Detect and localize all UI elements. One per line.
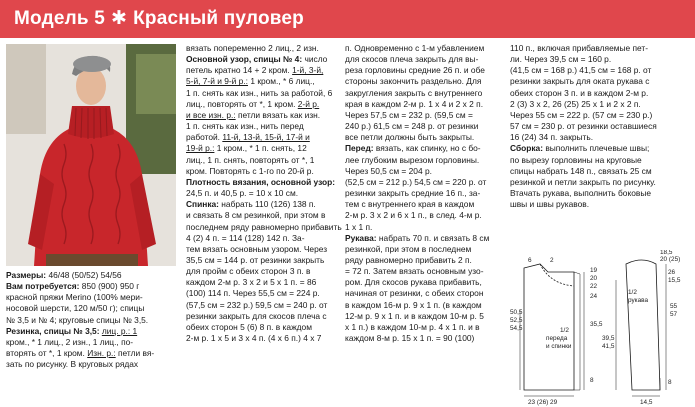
- schema-dim: 19: [590, 267, 598, 274]
- row-name: 11-й, 13-й, 15-й, 17-й и: [222, 132, 310, 143]
- text-line: резинки закрыть средние 16 п., за-: [345, 188, 481, 199]
- text-line: 2 (3) 3 х 2, 26 (25) 25 х 1 и 2 х 2 п.: [510, 98, 641, 109]
- text-line: тем с внутреннего края в каждом: [345, 199, 475, 210]
- schema-dim: 41,5: [602, 343, 615, 350]
- schema-body-label-2: переда: [546, 335, 568, 342]
- text-line: (100) 114 п. Через 55,5 см = 224 р.: [186, 288, 320, 299]
- text-line: резинки закрыть для скосов плеча с: [186, 310, 327, 321]
- density-value: 24,5 п. и 40,5 р. = 10 х 10 см.: [186, 188, 299, 199]
- assembly-label: Сборка:: [510, 143, 543, 154]
- text-line: 240 р.) 61,5 см = 248 р. от резинки: [345, 121, 479, 132]
- text-line: п. Одновременно с 1-м убавлением: [345, 43, 485, 53]
- text-line: начиная от резинки, с обеих сторон: [345, 288, 484, 299]
- text-line: Через 55 см = 222 р. (57 см = 230 р.): [510, 109, 653, 120]
- pattern-schematic: [510, 250, 695, 407]
- schema-sleeve-label-2: рукава: [628, 297, 649, 304]
- row-name: 2-й р.: [297, 98, 320, 109]
- text-line: [186, 110, 342, 121]
- main-pattern-label: Основной узор, спицы № 4:: [186, 54, 303, 65]
- text-line: красной пряжи Merino (100% мери-: [6, 292, 143, 303]
- text-line: (52,5 см = 212 р.) 54,5 см = 220 р. от: [345, 176, 487, 187]
- neckline-dashed: [540, 264, 574, 286]
- text-line: лее глубоким вырезом горловины.: [345, 154, 480, 165]
- schema-dim: 22: [590, 283, 598, 290]
- text-line: [186, 132, 342, 143]
- row-name: и все изн. р.:: [186, 109, 236, 120]
- text-line: лиц., 1 п. снять, повторять от *, 1: [186, 154, 315, 165]
- schema-dim: 8: [668, 379, 672, 386]
- back-line: [186, 199, 342, 210]
- sizes-line: [6, 270, 154, 281]
- text-line: спицы набрать 148 п., связать 25 см: [510, 165, 652, 176]
- title-banner: [0, 0, 695, 38]
- text-span: петли вя-: [118, 348, 155, 359]
- text-line: = 72 п. Затем вязать основным узо-: [345, 266, 484, 277]
- column-2: [186, 43, 342, 344]
- row-name: 5-й, 7-й и 9-й р.:: [186, 76, 248, 87]
- text-line: [186, 65, 342, 76]
- model-photo: [6, 44, 176, 266]
- sleeve-outline: [626, 260, 660, 390]
- text-line: 1 х 1 п.: [345, 221, 373, 232]
- schema-dim: 39,5: [602, 335, 615, 342]
- rib-row-name: лиц. р.: 1: [101, 325, 138, 336]
- text-line: 1 п. снять как изн., нить перед: [186, 121, 304, 132]
- page-title: [14, 7, 304, 30]
- text-line: 4 (2) 4 п. = 114 (128) 142 п. За-: [186, 232, 305, 243]
- schema-dim: 20 (25): [660, 256, 681, 263]
- schema-dim: 20: [590, 275, 598, 282]
- text-span: лиц., повторять от *, 1 кром.: [186, 98, 296, 109]
- text-line: для пройм с обеих сторон 3 п. в: [186, 266, 311, 277]
- assembly-line: [510, 143, 657, 154]
- text-line: [6, 348, 154, 359]
- text-line: [186, 99, 342, 110]
- text-span: набрать 110 (126) 138 п.: [221, 199, 316, 210]
- text-line: резинкой и петли закрыть по рисунку.: [510, 176, 656, 187]
- rib-label: Резинка, спицы № 3,5:: [6, 325, 100, 336]
- text-line: резинкой, при этом в последнем: [345, 243, 472, 254]
- text-line: и связать 8 см резинкой, при этом в: [186, 210, 326, 221]
- row-name: 1-й, 3-й,: [292, 65, 324, 76]
- text-line: 16 (24) 34 п. закрыть.: [510, 132, 594, 143]
- text-line: в каждом 16-м р. 9 х 1 п. (в каждом: [345, 299, 482, 310]
- schema-dim: 54,5: [510, 325, 523, 332]
- sleeve-line: [345, 233, 489, 244]
- front-label: Перед:: [345, 143, 374, 154]
- text-line: последнем ряду равномерно прибавить: [186, 221, 342, 232]
- text-line: кром., * 1 лиц., 2 изн., 1 лиц., по-: [6, 336, 134, 347]
- text-line: зать по рисунку. В круговых рядах: [6, 359, 139, 370]
- text-span: работой.: [186, 132, 220, 143]
- schema-dim: 52,5: [510, 317, 523, 324]
- schema-dim: 24: [590, 293, 598, 300]
- column-3: [345, 43, 489, 344]
- text-span: вторять от *, 1 кром.: [6, 348, 85, 359]
- text-line: 57 см = 230 р. от резинки оставшиеся: [510, 121, 657, 132]
- front-line: [345, 143, 489, 154]
- text-line: по вырезу горловины на круговые: [510, 154, 642, 165]
- model-number: Модель 5: [14, 8, 106, 29]
- text-line: Через 50,5 см = 204 р.: [345, 165, 432, 176]
- back-label: Спинка:: [186, 199, 219, 210]
- text-span: число: [304, 54, 328, 65]
- yarn-line: [6, 281, 154, 292]
- schema-body-label-1: 1/2: [560, 327, 569, 334]
- schema-dim-bottom: 23 (26) 29: [528, 399, 558, 406]
- schema-body-label-3: и спинки: [546, 343, 572, 350]
- row-name: 19-й р.:: [186, 143, 215, 154]
- text-line: [186, 143, 342, 154]
- text-line: 1 п. снять как изн., нить за работой, 6: [186, 87, 333, 98]
- text-line: ли. Через 39,5 см = 160 р.: [510, 54, 612, 65]
- schema-dim: 26: [668, 269, 676, 276]
- text-line: х 1 п.) в каждом 10-м р. 4 х 1 п. и в: [345, 321, 480, 332]
- text-line: обеих сторон 3 п. и в каждом 2-м р.: [510, 87, 649, 98]
- column-4: [510, 43, 657, 210]
- schema-dim: 55: [670, 303, 678, 310]
- schema-dim: 15,5: [668, 277, 681, 284]
- schema-dim: 18,5: [660, 250, 673, 256]
- rib-row-name: Изн. р.:: [87, 348, 116, 359]
- text-span: петли вязать как изн.: [237, 109, 321, 120]
- text-line: Втачать рукава, выполнить боковые: [510, 188, 651, 199]
- text-span: вязать, как спинку, но с бо-: [375, 143, 481, 154]
- rib-line: [6, 326, 154, 337]
- schema-dim: 14,5: [640, 399, 653, 406]
- text-span: петель кратно 14 + 2 кром.: [186, 65, 290, 76]
- pullover-title: Красный пуловер: [133, 8, 304, 29]
- text-line: для скосов плеча закрыть для вы-: [345, 54, 479, 65]
- schema-dim: 6: [528, 257, 532, 264]
- yarn-label: Вам потребуется:: [6, 281, 80, 292]
- text-span: 1 кром., * 6 лиц.,: [250, 76, 315, 87]
- text-line: кром. Повторять с 1-го по 20-й р.: [186, 165, 314, 176]
- text-line: вязать попеременно 2 лиц., 2 изн.: [186, 43, 319, 53]
- text-line: № 3,5 и № 4; круговые спицы № 3,5.: [6, 314, 149, 325]
- text-line: закругления закрыть с внутреннего: [345, 87, 483, 98]
- sleeve-label: Рукава:: [345, 232, 377, 243]
- text-line: 12-м р. 9 х 1 п. и в каждом 10-м р. 5: [345, 310, 484, 321]
- text-line: каждом 8-м р. 15 х 1 п. = 90 (100): [345, 333, 475, 344]
- sizes-label: Размеры:: [6, 270, 47, 280]
- text-line: ром. Для скосов рукава прибавить,: [345, 277, 482, 288]
- text-line: края в каждом 2-м р. 1 х 4 и 2 х 2 п.: [345, 98, 484, 109]
- sizes-value: 46/48 (50/52) 54/56: [48, 270, 122, 280]
- column-1: [6, 270, 154, 370]
- text-line: стороны закончить раздельно. Для: [345, 76, 482, 87]
- text-line: (41,5 см = 168 р.) 41,5 см = 168 р. от: [510, 65, 652, 76]
- text-line: 2-м р. 3 х 2 и 6 х 1 п., в след. 4-м р.: [345, 210, 482, 221]
- text-line: обеих сторон 5 (6) 8 п. в каждом: [186, 321, 312, 332]
- text-line: 110 п., включая прибавляемые пет-: [510, 43, 649, 53]
- text-line: все петли должны быть закрыты.: [345, 132, 475, 143]
- text-line: реза горловины средние 26 п. и обе: [345, 65, 485, 76]
- text-line: носовой шерсти, 120 м/50 г); спицы: [6, 303, 145, 314]
- text-span: набрать 70 п. и связать 8 см: [378, 232, 490, 243]
- text-line: каждом 2-м р. 3 х 2 и 5 х 1 п. = 86: [186, 277, 317, 288]
- text-span: выполнить плечевые швы;: [545, 143, 650, 154]
- schema-dim: 2: [550, 257, 554, 264]
- main-pattern-line: [186, 54, 342, 65]
- schema-dim: 57: [670, 311, 678, 318]
- text-span: 1 кром., * 1 п. снять, 12: [216, 143, 307, 154]
- text-line: 35,5 см = 144 р. от резинки закрыть: [186, 254, 325, 265]
- schema-dim: 50,5: [510, 309, 523, 316]
- text-line: ряду равномерно прибавить 2 п.: [345, 254, 472, 265]
- text-line: резинки закрыть для оката рукава с: [510, 76, 650, 87]
- schema-dim: 35,5: [590, 321, 603, 328]
- text-line: тем вязать основным узором. Через: [186, 243, 328, 254]
- text-line: Через 57,5 см = 232 р. (59,5 см =: [345, 109, 473, 120]
- schema-dim: 8: [590, 377, 594, 384]
- density-label: Плотность вязания, основной узор:: [186, 176, 336, 187]
- schema-sleeve-label-1: 1/2: [628, 289, 637, 296]
- text-line: швы и швы рукавов.: [510, 199, 590, 210]
- text-line: 2-м р. 1 х 5 и 3 х 4 п. (4 х 6 п.) 4 х 7: [186, 333, 322, 344]
- yarn-text: 850 (900) 950 г: [81, 281, 140, 292]
- density-label-line: [186, 177, 342, 188]
- text-line: (57,5 см = 232 р.) 59,5 см = 240 р. от: [186, 299, 328, 310]
- text-line: [186, 76, 342, 87]
- star-icon: ✱: [111, 8, 128, 29]
